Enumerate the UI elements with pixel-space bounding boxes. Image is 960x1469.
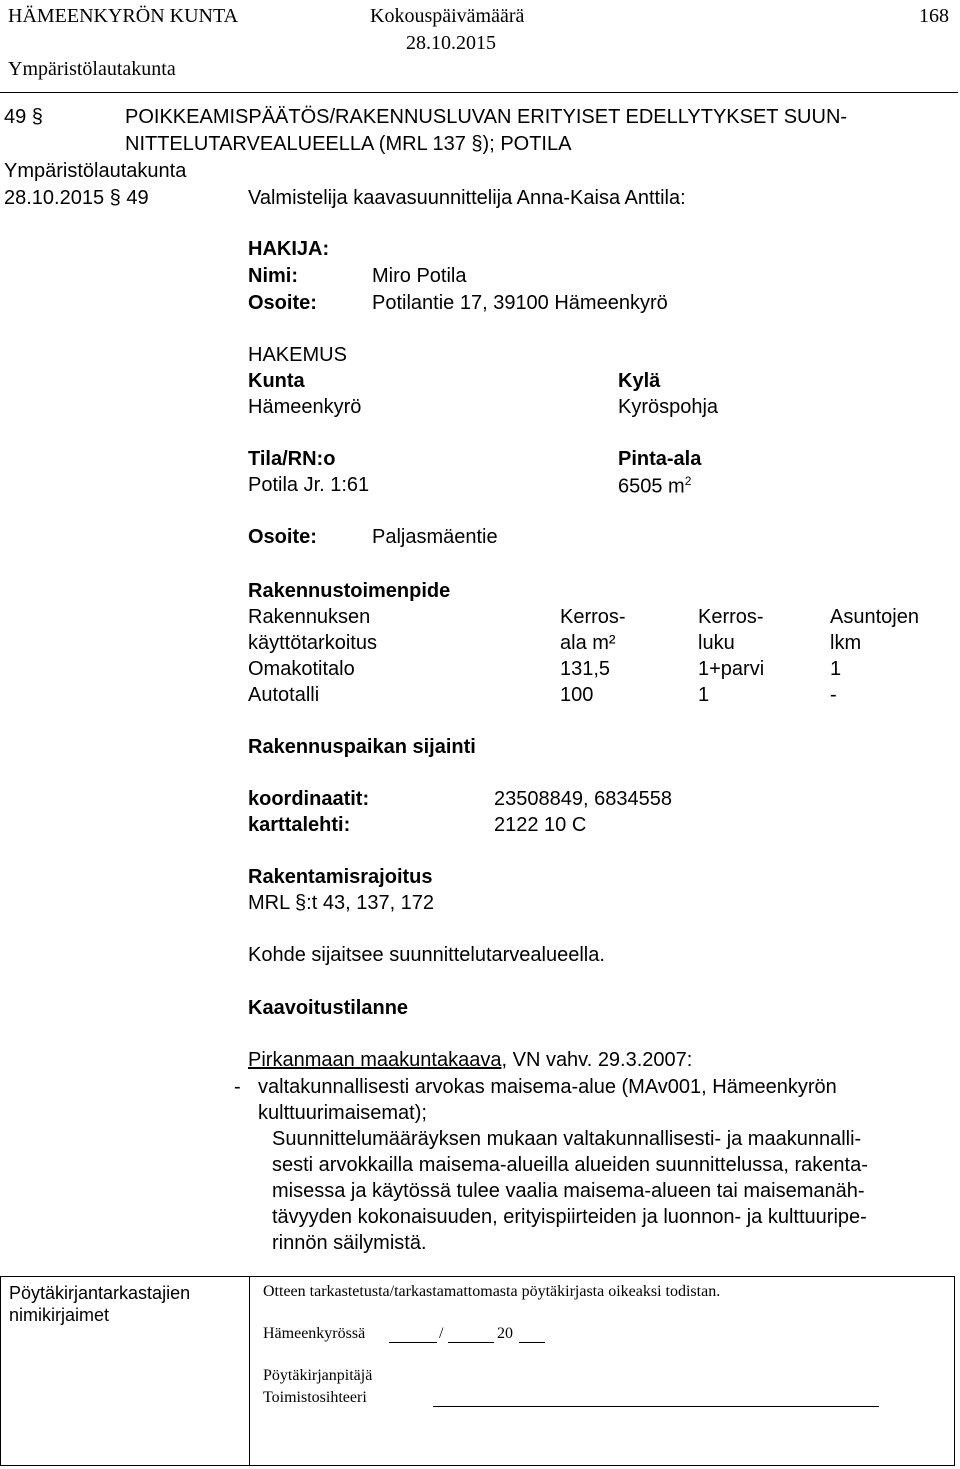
inspectors-label-line1: Pöytäkirjantarkastajien	[9, 1283, 191, 1303]
building-header-use-1: Rakennuksen	[248, 606, 371, 628]
applicant-address: Potilantie 17, 39100 Hämeenkyrö	[372, 292, 668, 314]
building-header-floorarea-1: Kerros-	[560, 606, 626, 628]
zoning-heading: Kaavoitustilanne	[248, 997, 409, 1019]
zoning-para-line: rinnön säilymistä.	[272, 1232, 427, 1254]
zoning-plan-line: Pirkanmaan maakuntakaava, VN vahv. 29.3.2007:	[248, 1049, 693, 1071]
village-label: Kylä	[618, 370, 661, 392]
building-header-floorarea-2: ala m²	[560, 632, 616, 654]
municipality-value: Hämeenkyrö	[248, 396, 362, 418]
municipality-label: Kunta	[248, 370, 305, 392]
table-cell: -	[830, 684, 837, 706]
building-header-floors-1: Kerros-	[698, 606, 764, 628]
restriction-heading: Rakentamisrajoitus	[248, 866, 433, 888]
inspectors-label-line2: nimikirjaimet	[9, 1305, 110, 1325]
restriction-text: MRL §:t 43, 137, 172	[248, 892, 435, 914]
estate-label: Tila/RN:o	[248, 448, 336, 470]
month-blank[interactable]	[448, 1342, 494, 1343]
section-board: Ympäristölautakunta	[4, 160, 187, 182]
section-title-line2: NITTELUTARVEALUEELLA (MRL 137 §); POTILA	[125, 133, 572, 155]
header-board: Ympäristölautakunta	[8, 58, 176, 80]
section-number: 49 §	[4, 106, 43, 128]
footer-divider	[249, 1277, 250, 1465]
header-divider	[0, 92, 958, 93]
village-value: Kyröspohja	[618, 396, 719, 418]
building-header-floors-2: luku	[698, 632, 735, 654]
zoning-para-line: sesti arvokkailla maisema-alueilla alueiden suunnittelussa, rakenta-	[272, 1154, 868, 1176]
header-meeting-date: 28.10.2015	[406, 32, 496, 54]
certify-text: Otteen tarkastetusta/tarkastamattomasta pöytäkirjasta oikeaksi todistan.	[263, 1283, 721, 1300]
coords-label: koordinaatit:	[248, 788, 370, 810]
preparer-line: Valmistelija kaavasuunnittelija Anna-Kaisa Anttila:	[248, 187, 686, 209]
applicant-name: Miro Potila	[372, 265, 467, 287]
zoning-para-line: Suunnittelumääräyksen mukaan valtakunnallisesti- ja maakunnalli-	[272, 1128, 862, 1150]
table-cell: Autotalli	[248, 684, 320, 706]
area-label: Pinta-ala	[618, 448, 702, 470]
keeper-role: Toimistosihteeri	[263, 1389, 367, 1406]
area-unit-sup: 2	[684, 474, 692, 488]
plan-link[interactable]: Pirkanmaan maakuntakaava	[248, 1049, 502, 1071]
year-blank[interactable]	[519, 1342, 545, 1343]
table-cell: 1+parvi	[698, 658, 765, 680]
day-blank[interactable]	[389, 1342, 437, 1343]
coords-value: 23508849, 6834558	[494, 788, 672, 810]
map-value: 2122 10 C	[494, 814, 587, 836]
signature-line[interactable]	[433, 1406, 879, 1407]
header-meeting-date-label: Kokouspäivämäärä	[370, 5, 525, 27]
section-date-ref: 28.10.2015 § 49	[4, 187, 149, 209]
zoning-item-line1: valtakunnallisesti arvokas maisema-alue (MAv001, Hämeenkyrön	[258, 1076, 837, 1098]
site-address-label: Osoite:	[248, 526, 317, 548]
place-label: Hämeenkyrössä	[263, 1325, 366, 1342]
applicant-heading: HAKIJA:	[248, 238, 330, 260]
building-heading: Rakennustoimenpide	[248, 580, 451, 602]
zoning-para-line: misessa ja käytössä tulee vaalia maisema-alueen tai maisemanäh-	[272, 1180, 865, 1202]
site-address: Paljasmäentie	[372, 526, 498, 548]
applicant-address-label: Osoite:	[248, 292, 317, 314]
keeper-label: Pöytäkirjanpitäjä	[263, 1367, 373, 1384]
restriction-note: Kohde sijaitsee suunnittelutarvealueella.	[248, 944, 605, 966]
building-header-use-2: käyttötarkoitus	[248, 632, 377, 654]
table-cell: 131,5	[560, 658, 611, 680]
zoning-bullet: -	[234, 1076, 241, 1098]
table-cell: 1	[698, 684, 710, 706]
building-header-dwellings-1: Asuntojen	[830, 606, 919, 628]
zoning-item-line2: kulttuurimaisemat);	[258, 1102, 427, 1124]
area-value: 6505 $m^2$	[618, 474, 692, 498]
application-heading: HAKEMUS	[248, 344, 347, 366]
zoning-para-line: tävyyden kokonaisuuden, erityispiirteiden ja luonnon- ja kulttuuripe-	[272, 1206, 867, 1228]
page-number: 168	[919, 5, 949, 27]
section-title-line1: POIKKEAMISPÄÄTÖS/RAKENNUSLUVAN ERITYISET EDELLYTYKSET SUUN-	[125, 106, 848, 128]
map-label: karttalehti:	[248, 814, 351, 836]
table-cell: Omakotitalo	[248, 658, 355, 680]
table-cell: 100	[560, 684, 594, 706]
footer-box	[0, 1276, 955, 1466]
header-municipality: HÄMEENKYRÖN KUNTA	[8, 5, 239, 27]
location-heading: Rakennuspaikan sijainti	[248, 736, 476, 758]
date-slash: /	[439, 1325, 444, 1342]
year-prefix: 20	[497, 1325, 513, 1342]
estate-value: Potila Jr. 1:61	[248, 474, 370, 496]
applicant-name-label: Nimi:	[248, 265, 298, 287]
building-header-dwellings-2: lkm	[830, 632, 862, 654]
table-cell: 1	[830, 658, 842, 680]
